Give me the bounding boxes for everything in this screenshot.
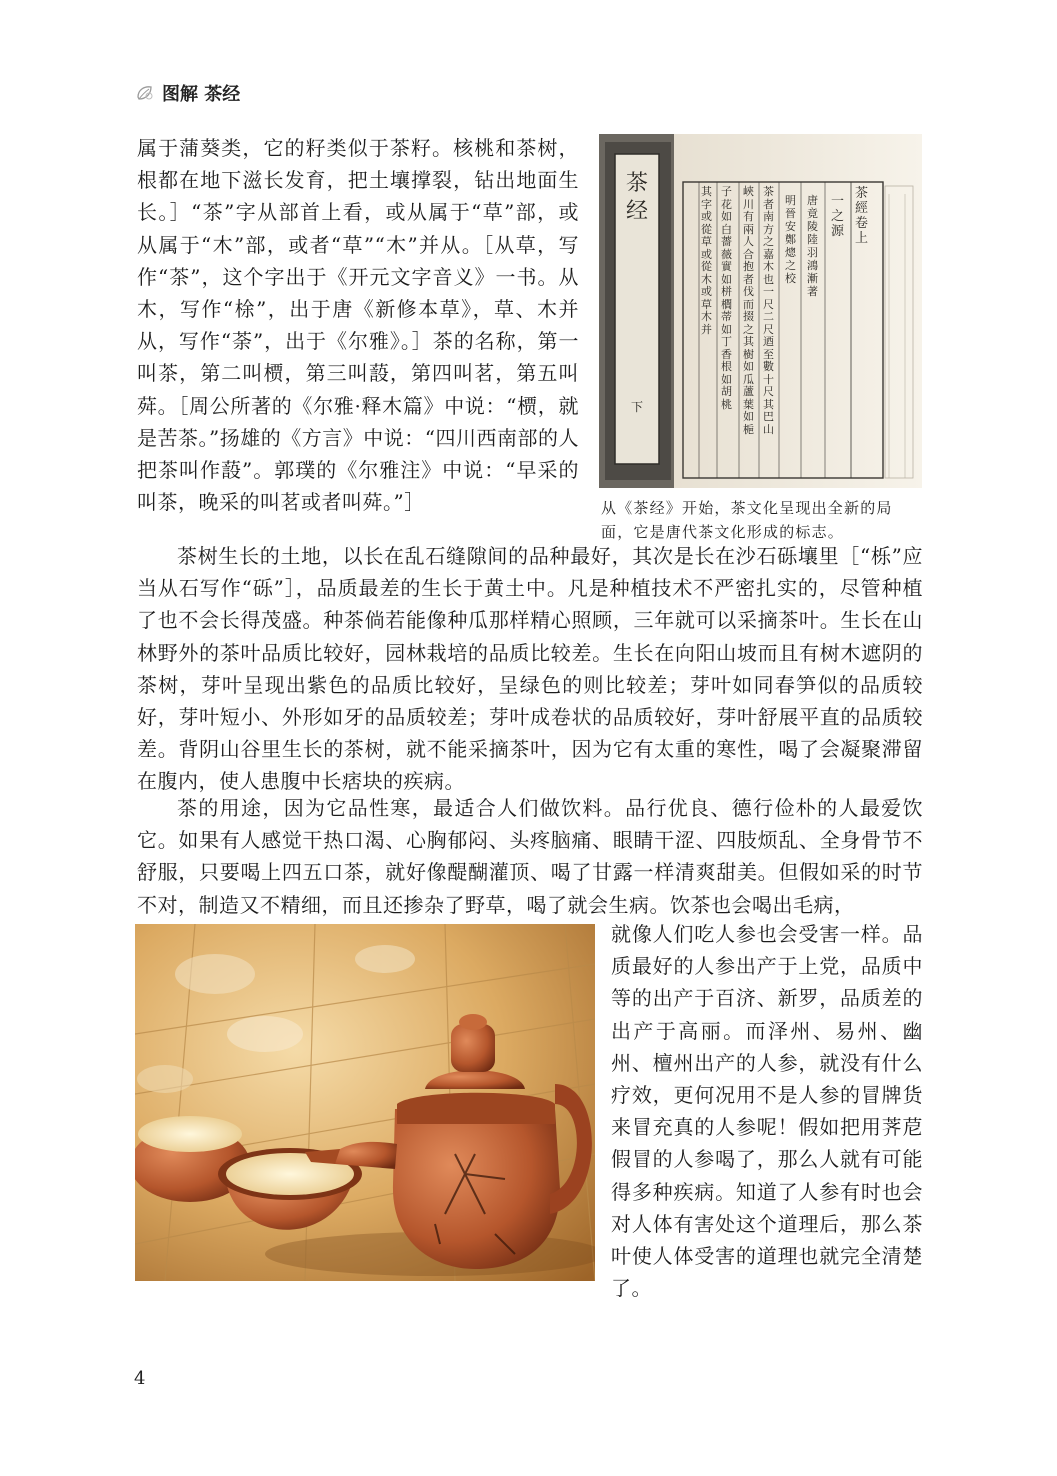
- page-heading: 茶經卷上: [855, 186, 869, 246]
- paragraph-1: 属于蒲葵类，它的籽类似于茶籽。核桃和茶树，根都在地下滋长发育，把土壤撑裂，钻出地面生长。］“茶”字从部首上看，或从属于“草”部，或从属于“木”部，或者“草”“木”并从。［从草，写作“茶”，这个字出于《开元文字音义》一书。从木，写作“梌”，出于唐《新修本草》，草、木并从，写作“荼”，出于《尔雅》。］茶的名称，第一叫茶，第二叫槚，第三叫蔎，第四叫茗，第五叫荈。［周公所著的《尔雅·释木篇》中说：“槚，就是苦茶。”扬雄的《方言》中说：“四川西南部的人把茶叫作蔎”。郭璞的《尔雅注》中说：“早采的叫茶，晚采的叫茗或者叫荈。”］: [137, 136, 579, 515]
- figure-caption: 从《茶经》开始，茶文化呈现出全新的局面，它是唐代茶文化形成的标志。: [601, 499, 893, 541]
- text-column-2: 峽川有兩人合抱者伐而掇之其樹如瓜蘆葉如梔: [743, 185, 754, 436]
- teapot-photo: [135, 924, 595, 1281]
- text-column-3: 子花如白薔薇實如栟櫚蒂如丁香根如胡桃: [721, 185, 732, 411]
- book-title: 图解 茶经: [162, 84, 241, 105]
- paragraph-2: 茶树生长的土地，以长在乱石缝隙间的品种最好，其次是长在沙石砾壤里［“栎”应当从石写作“砾”］，品质最差的生长于黄土中。凡是种植技术不严密扎实的，尽管种植了也不会长得茂盛。种茶倘若能像种瓜那样精心照顾，三年就可以采摘茶叶。生长在山林野外的茶叶品质比较好，园林栽培的品质比较差。生长在向阳山坡而且有树木遮阴的茶树，芽叶呈现出紫色的品质比较好，呈绿色的则比较差；芽叶如同春笋似的品质较好，芽叶短小、外形如牙的品质较差；芽叶成卷状的品质较好，芽叶舒展平直的品质较差。背阴山谷里生长的茶树，就不能采摘茶叶，因为它有太重的寒性，喝了会凝聚滞留在腹内，使人患腹中长痞块的疾病。: [137, 544, 923, 794]
- teapot-illustration: [135, 924, 595, 1281]
- teapot-inscription: [135, 924, 136, 925]
- editor-column: 明 晉安鄭熜之校: [785, 194, 796, 285]
- section-heading: 一之源: [831, 194, 845, 239]
- running-header: [134, 78, 240, 108]
- text-column-4: 其字或從草或從木或草木并: [701, 185, 712, 336]
- tea-leaf-ornament-icon: [134, 82, 156, 104]
- book-cover-mark: 下: [630, 400, 643, 414]
- book-cover-title: 茶经: [625, 171, 648, 224]
- paragraph-3: 茶的用途，因为它品性寒，最适合人们做饮料。品行优良、德行俭朴的人最爱饮它。如果有人感觉干热口渴、心胸郁闷、头疼脑痛、眼睛干涩、四肢烦乱、全身骨节不舒服，只要喝上四五口茶，就好像醍醐灌顶、喝了甘露一样清爽甜美。但假如采的时节不对，制造又不精细，而且还掺杂了野草，喝了就会生病。饮茶也会喝出毛病，: [137, 796, 923, 917]
- tea-classic-book-photo: [599, 134, 922, 488]
- paragraph-4: 就像人们吃人参也会受害一样。品质最好的人参出产于上党，品质中等的出产于百济、新罗，品质差的出产于高丽。而泽州、易州、幽州、檀州出产的人参，就没有什么疗效，更何况用不是人参的冒牌货来冒充真的人参呢！假如把用荠苨假冒的人参喝了，那么人就有可能得多种疾病。知道了人参有时也会对人体有害处这个道理后，那么茶叶使人体受害的道理也就完全清楚了。: [611, 922, 923, 1301]
- text-column-1: 茶者南方之嘉木也一尺二尺迺至數十尺其巴山: [763, 185, 774, 436]
- page-number: 4: [134, 1368, 146, 1389]
- author-column: 唐 竟陵陸羽鴻漸著: [807, 194, 818, 298]
